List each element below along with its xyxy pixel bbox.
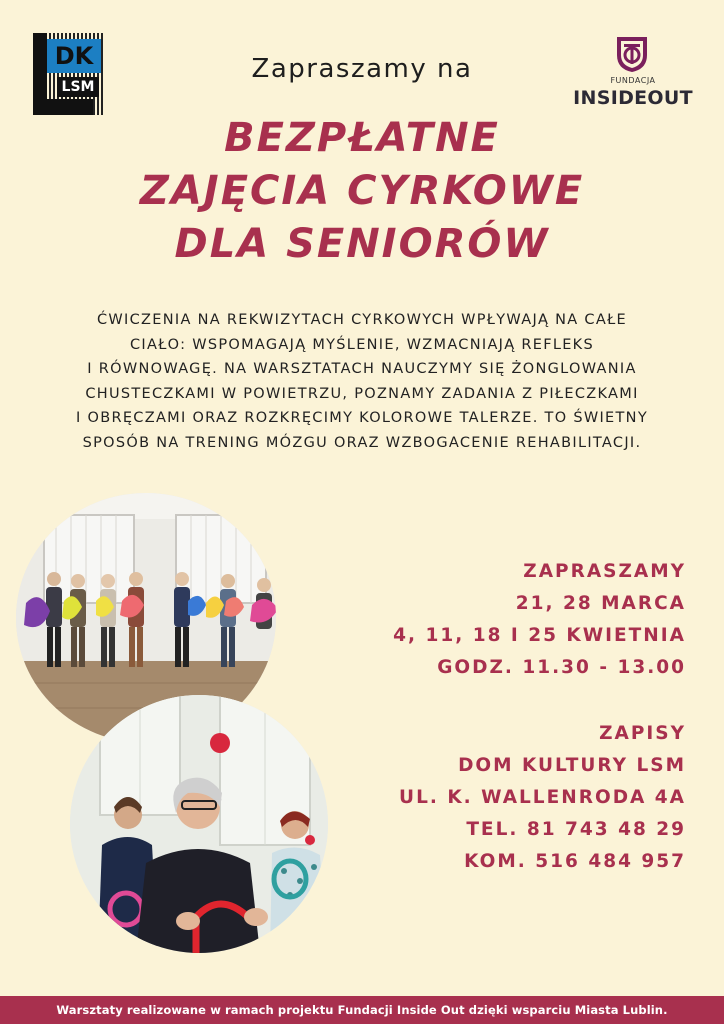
description-line: I RÓWNOWAGĘ. NA WARSZTATACH NAUCZYMY SIĘ ŻONGLOWANIA xyxy=(87,361,637,377)
title-line-3: DLA SENIORÓW xyxy=(174,221,550,267)
title-line-1: BEZPŁATNE xyxy=(224,115,500,161)
schedule-block xyxy=(346,556,686,684)
description-line: SPOSÓB NA TRENING MÓZGU ORAZ WZBOGACENIE REHABILITACJI. xyxy=(82,434,642,451)
signup-line: ZAPISY xyxy=(599,723,686,744)
signup-block xyxy=(346,718,686,878)
foundation-label: FUNDACJA xyxy=(610,76,656,85)
signup-line: UL. K. WALLENRODA 4A xyxy=(399,787,686,808)
description-line: CIAŁO: WSPOMAGAJĄ MYŚLENIE, WZMACNIAJĄ REFLEKS xyxy=(129,336,594,353)
juggling-photo xyxy=(70,695,328,953)
description-line: I OBRĘCZAMI ORAZ ROZKRĘCIMY KOLOROWE TALERZE. TO ŚWIETNY xyxy=(76,410,648,426)
schedule-line: 4, 11, 18 I 25 KWIETNIA xyxy=(393,625,686,646)
event-description xyxy=(40,308,684,455)
invite-line: Zapraszamy na xyxy=(251,54,473,84)
signup-line: DOM KULTURY LSM xyxy=(458,755,686,776)
footer-banner: Warsztaty realizowane w ramach projektu Fundacji Inside Out dzięki wsparciu Miasta Lublin. xyxy=(0,996,724,1024)
schedule-line: 21, 28 MARCA xyxy=(515,593,686,614)
foundation-name: INSIDEOUT xyxy=(573,87,693,109)
dk-logo-text: DK xyxy=(47,39,101,73)
event-title xyxy=(0,112,724,271)
signup-line: KOM. 516 484 957 xyxy=(464,851,686,872)
signup-line: TEL. 81 743 48 29 xyxy=(466,819,686,840)
title-line-2: ZAJĘCIA CYRKOWE xyxy=(139,168,585,214)
juggling-illustration xyxy=(70,695,328,953)
lsm-logo-text: LSM xyxy=(57,77,99,97)
schedule-line: ZAPRASZAMY xyxy=(523,561,686,582)
schedule-line: GODZ. 11.30 - 13.00 xyxy=(437,657,686,678)
description-line: CHUSTECZKAMI W POWIETRZU, POZNAMY ZADANIA Z PIŁECZKAMI xyxy=(85,385,639,402)
description-line: ĆWICZENIA NA REKWIZYTACH CYRKOWYCH WPŁYWAJĄ NA CAŁE xyxy=(96,312,627,328)
